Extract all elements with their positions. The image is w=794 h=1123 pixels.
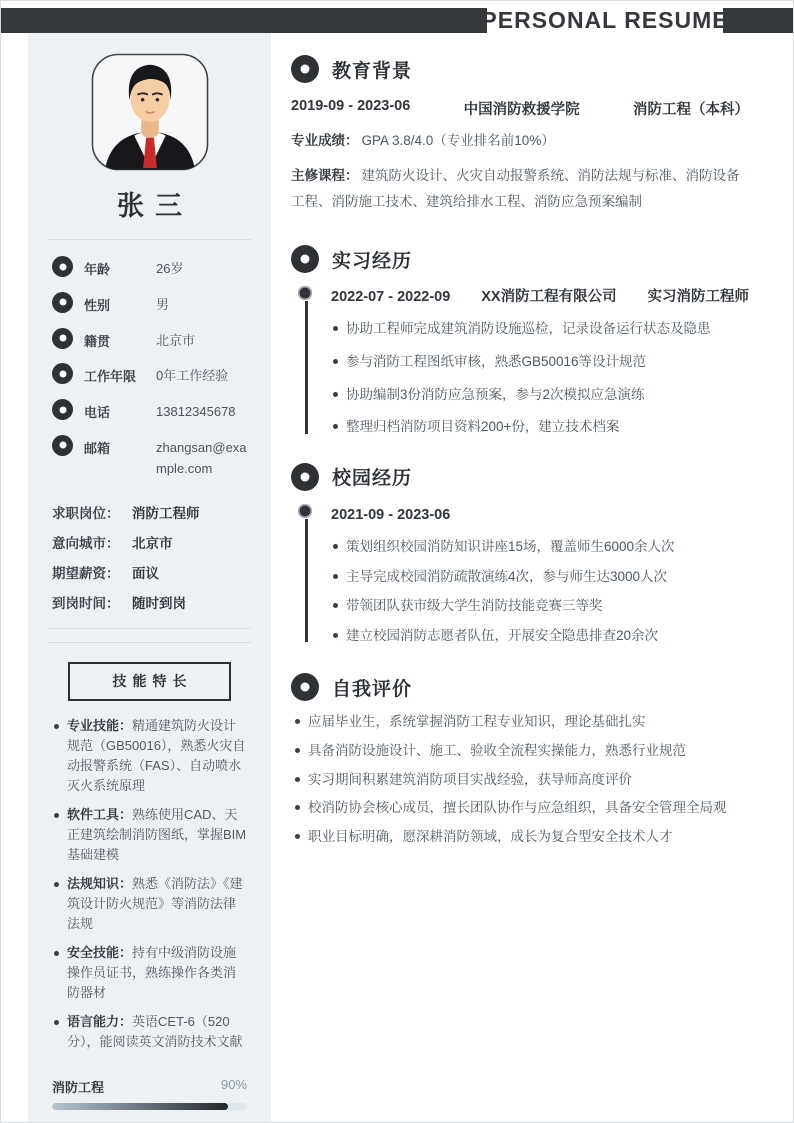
bullet-item: 职业目标明确，愿深耕消防领域，成长为复合型安全技术人才 xyxy=(293,827,749,847)
record-dot-icon xyxy=(52,292,73,313)
info-label: 电话 xyxy=(84,405,111,421)
skill-label: 软件工具： xyxy=(67,806,133,822)
info-row xyxy=(52,292,247,316)
bullet-dot-icon xyxy=(295,777,300,782)
info-label: 工作年限 xyxy=(84,369,137,385)
gpa-line: 专业成绩： GPA 3.8/4.0（专业排名前10%） xyxy=(291,133,555,148)
proficiency-label: 消防工程 xyxy=(52,1080,105,1095)
intent-value: 消防工程师 xyxy=(132,505,200,521)
section-header xyxy=(291,673,749,701)
bullet-item: 主导完成校园消防疏散演练4次，参与师生达3000人次 xyxy=(331,567,749,587)
info-value: 北京市 xyxy=(156,332,196,348)
section-record-icon xyxy=(291,55,319,83)
bullet-dot-icon xyxy=(333,424,338,429)
intent-label: 求职岗位： xyxy=(52,505,120,521)
bullet-dot-icon xyxy=(333,326,338,331)
section-title: 自我评价 xyxy=(332,678,413,700)
bullet-dot-icon xyxy=(333,603,338,608)
courses-line: 主修课程： 建筑防火设计、火灾自动报警系统、消防法规与标准、消防设备工程、消防施工技术、建筑给排水工程、消防应急预案编制 xyxy=(291,168,740,209)
info-row xyxy=(52,256,247,280)
education-period: 2019-09 - 2023-06 xyxy=(291,98,411,114)
avatar xyxy=(91,53,209,171)
education-school: 中国消防救援学院 xyxy=(463,102,580,118)
page-title xyxy=(481,1,729,39)
record-dot-icon xyxy=(52,399,73,420)
skill-item xyxy=(52,716,247,796)
intent-row xyxy=(52,532,247,552)
bullet-item: 协助编制3份消防应急预案，参与2次模拟应急演练 xyxy=(331,385,749,405)
entry-header xyxy=(331,286,749,308)
bullet-dot-icon xyxy=(295,719,300,724)
skill-item xyxy=(52,943,247,1003)
section-title: 实习经历 xyxy=(332,250,413,272)
sidebar xyxy=(28,33,271,1122)
info-value: 26岁 xyxy=(156,261,184,276)
section-record-icon xyxy=(291,245,319,273)
info-label: 年龄 xyxy=(84,262,111,277)
bullet-dot-icon xyxy=(333,359,338,364)
skill-label: 安全技能： xyxy=(67,944,133,960)
skill-desc: 熟悉《消防法》《建筑设计防火规范》等消防法律法规 xyxy=(67,875,243,931)
bullet-dot-icon xyxy=(54,813,59,818)
section-education xyxy=(291,55,749,215)
skill-label: 语言能力： xyxy=(67,1013,133,1029)
record-dot-icon xyxy=(52,435,73,456)
candidate-name: 张三 xyxy=(117,191,193,221)
bullet-dot-icon xyxy=(333,633,338,638)
job-intent-list xyxy=(52,502,247,612)
info-row xyxy=(52,399,247,423)
skill-item xyxy=(52,805,247,865)
info-label: 邮箱 xyxy=(84,440,111,456)
education-degree: 消防工程（本科） xyxy=(632,102,749,118)
skill-item xyxy=(52,874,247,934)
bullet-item: 具备消防设施设计、施工、验收全流程实操能力，熟悉行业规范 xyxy=(293,741,749,761)
bullet-dot-icon xyxy=(54,724,59,729)
info-label: 籍贯 xyxy=(84,333,111,349)
bullet-item: 实习期间积累建筑消防项目实战经验，获导师高度评价 xyxy=(293,770,749,790)
section-header xyxy=(291,463,749,491)
page-title-text: PERSONAL RESUME xyxy=(481,6,729,33)
skill-item xyxy=(52,1012,247,1052)
bullet-item: 校消防协会核心成员，擅长团队协作与应急组织，具备安全管理全局观 xyxy=(293,798,749,818)
progress-bar-track xyxy=(52,1103,247,1110)
entry-position: 实习消防工程师 xyxy=(647,289,749,305)
bullet-item: 协助工程师完成建筑消防设施巡检，记录设备运行状态及隐患 xyxy=(331,319,749,339)
record-dot-icon xyxy=(52,328,73,349)
proficiency-block xyxy=(52,1077,247,1110)
bullet-item: 应届毕业生，系统掌握消防工程专业知识，理论基础扎实 xyxy=(293,712,749,732)
section-record-icon xyxy=(291,673,319,701)
education-row xyxy=(291,98,749,119)
intent-row xyxy=(52,562,247,582)
intent-row xyxy=(52,592,247,612)
bullet-dot-icon xyxy=(333,392,338,397)
intent-value: 面议 xyxy=(132,565,159,581)
bullet-dot-icon xyxy=(54,1020,59,1025)
bullet-item: 参与消防工程图纸审核，熟悉GB50016等设计规范 xyxy=(331,352,749,372)
timeline-dot-icon xyxy=(298,504,312,518)
entry-header xyxy=(331,504,749,526)
entry-company: XX消防工程有限公司 xyxy=(481,289,617,305)
bullet-dot-icon xyxy=(295,748,300,753)
intent-row xyxy=(52,502,247,522)
evaluation-bullet-list xyxy=(293,712,749,846)
skill-desc: 熟练使用CAD、天正建筑绘制消防图纸，掌握BIM基础建模 xyxy=(67,806,247,862)
skill-label: 专业技能： xyxy=(67,717,133,733)
info-value: zhangsan@example.com xyxy=(156,439,247,476)
main-column xyxy=(291,41,749,855)
skill-desc: 精通建筑防火设计规范（GB50016），熟悉火灾自动报警系统（FAS）、自动喷水灭火系统原理 xyxy=(67,717,246,793)
bullet-dot-icon xyxy=(295,805,300,810)
info-value: 0年工作经验 xyxy=(156,368,229,384)
section-title: 校园经历 xyxy=(332,468,413,490)
section-record-icon xyxy=(291,463,319,491)
record-dot-icon xyxy=(52,256,73,277)
timeline-entry xyxy=(331,504,749,646)
personal-info-list xyxy=(52,256,247,480)
divider xyxy=(48,628,251,629)
skill-desc: 英语CET-6（520分），能阅读英文消防技术文献 xyxy=(67,1013,243,1049)
skill-desc: 持有中级消防设施操作员证书，熟练操作各类消防器材 xyxy=(67,944,237,1000)
info-row xyxy=(52,363,247,387)
info-label: 性别 xyxy=(84,297,111,313)
intent-label: 到岗时间： xyxy=(52,595,120,611)
divider xyxy=(48,642,251,643)
section-header xyxy=(291,55,749,83)
skills-title-box xyxy=(68,662,231,701)
info-row xyxy=(52,328,247,352)
skills-title: 技能特长 xyxy=(112,672,193,689)
intent-label: 期望薪资： xyxy=(52,565,120,581)
section-internship xyxy=(291,245,749,437)
bullet-dot-icon xyxy=(295,834,300,839)
intent-label: 意向城市： xyxy=(52,535,120,551)
skill-list xyxy=(52,716,247,1052)
bullet-item: 策划组织校园消防知识讲座15场，覆盖师生6000余人次 xyxy=(331,537,749,557)
section-header xyxy=(291,245,749,273)
proficiency-percent: 90% xyxy=(220,1077,247,1092)
info-value: 男 xyxy=(156,296,170,312)
skill-label: 法规知识： xyxy=(67,875,133,891)
intent-value: 北京市 xyxy=(132,535,173,551)
bullet-dot-icon xyxy=(54,882,59,887)
bullet-item: 整理归档消防项目资料200+份，建立技术档案 xyxy=(331,417,749,437)
entry-bullet-list xyxy=(331,537,749,645)
divider xyxy=(48,239,251,240)
entry-period: 2022-07 - 2022-09 xyxy=(331,289,451,305)
bullet-dot-icon xyxy=(333,544,338,549)
section-title: 教育背景 xyxy=(332,60,413,82)
section-campus xyxy=(291,463,749,646)
bullet-dot-icon xyxy=(333,574,338,579)
intent-value: 随时到岗 xyxy=(132,595,186,611)
entry-period: 2021-09 - 2023-06 xyxy=(331,506,451,523)
section-evaluation xyxy=(291,673,749,846)
timeline-dot-icon xyxy=(298,286,312,300)
bullet-item: 建立校园消防志愿者队伍，开展安全隐患排查20余次 xyxy=(331,626,749,646)
entry-bullet-list xyxy=(331,319,749,436)
record-dot-icon xyxy=(52,363,73,384)
bullet-dot-icon xyxy=(54,951,59,956)
info-row xyxy=(52,435,247,480)
progress-bar-fill xyxy=(52,1103,228,1110)
timeline-entry xyxy=(331,286,749,437)
bullet-item: 带领团队获市级大学生消防技能竞赛三等奖 xyxy=(331,596,749,616)
info-value: 13812345678 xyxy=(156,404,236,420)
